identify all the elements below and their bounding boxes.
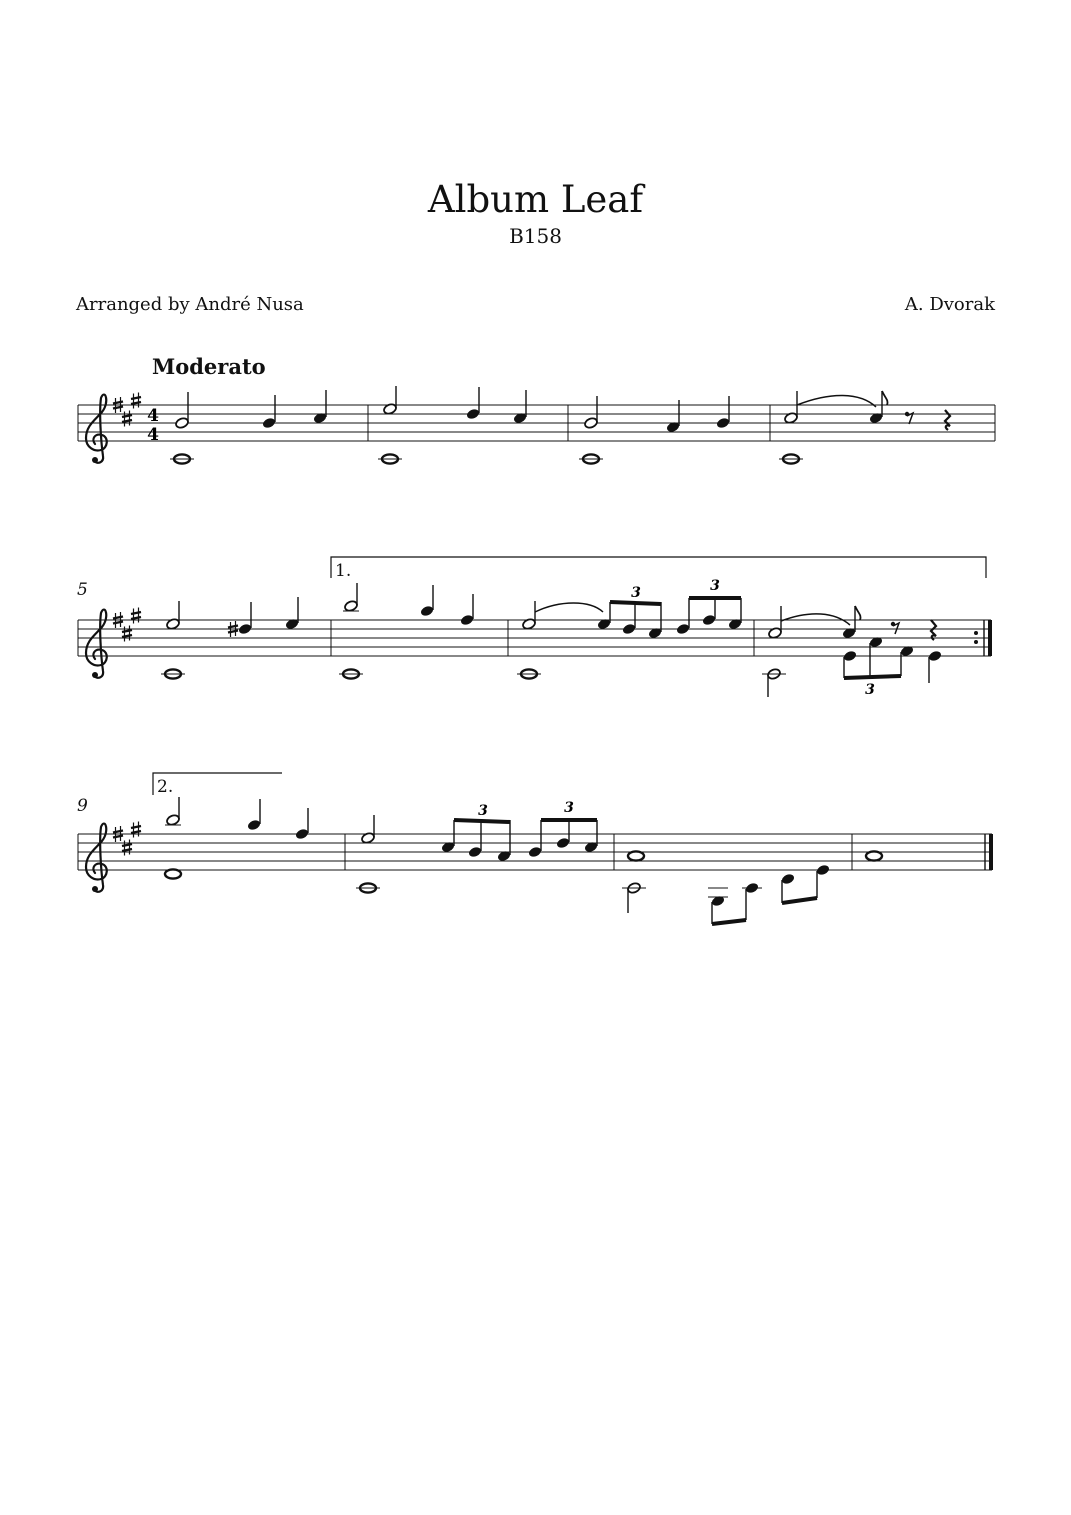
arranger-credit: Arranged by André Nusa (76, 294, 304, 315)
measure-4 (779, 391, 950, 464)
repeat-dot (974, 631, 978, 635)
volta-second-ending-label: 2. (157, 777, 174, 797)
measure-9 (165, 797, 309, 879)
key-signature (113, 608, 141, 642)
time-signature-denominator: 4 (147, 425, 159, 445)
key-signature (113, 393, 141, 427)
volta-second-ending-bracket (153, 773, 282, 795)
tuplet-label: 3 (478, 803, 488, 819)
measure-2 (378, 386, 527, 464)
measure-10 (356, 800, 598, 893)
time-signature-numerator: 4 (147, 406, 159, 426)
measure-number-5: 5 (77, 580, 88, 600)
system-2 (78, 557, 991, 698)
measure-number-9: 9 (77, 796, 88, 816)
measure-1 (170, 390, 327, 464)
score-subtitle: B158 (509, 224, 562, 248)
system-1 (78, 386, 995, 464)
volta-first-ending-bracket (331, 557, 986, 578)
repeat-dot (974, 640, 978, 644)
staff-lines (78, 405, 995, 441)
system-3 (78, 773, 992, 924)
measure-6 (339, 583, 474, 679)
tempo-marking: Moderato (152, 354, 266, 379)
volta-first-ending-label: 1. (335, 561, 352, 581)
measure-7 (517, 578, 742, 679)
composer-credit: A. Dvorak (904, 294, 995, 315)
tuplet-label: 3 (710, 578, 720, 594)
tuplet-label: 3 (564, 800, 574, 816)
measure-11 (622, 851, 830, 924)
measure-12 (866, 851, 882, 860)
tuplet-label: 3 (865, 682, 875, 698)
tuplet-label: 3 (631, 585, 641, 601)
measure-3 (579, 396, 730, 464)
score-title: Album Leaf (427, 178, 644, 221)
key-signature (113, 822, 141, 856)
